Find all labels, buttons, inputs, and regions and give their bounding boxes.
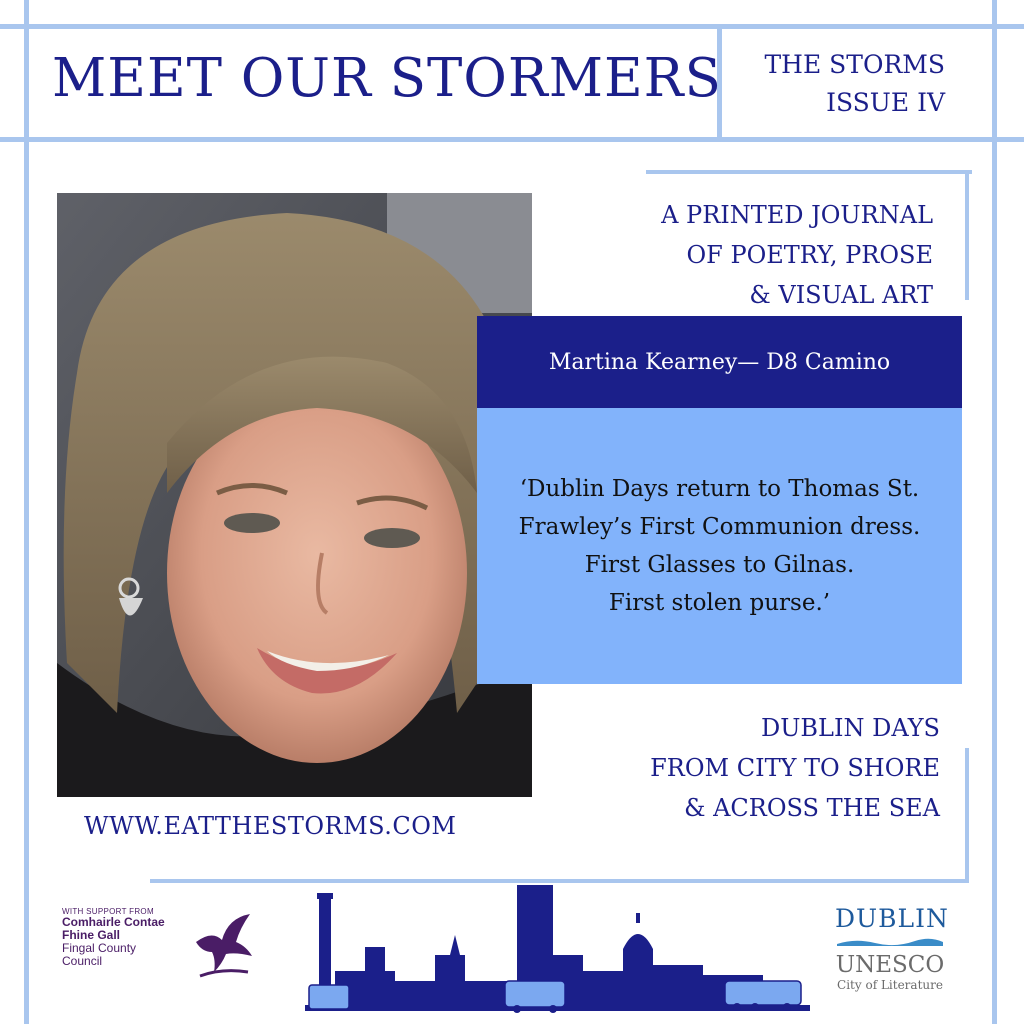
tagline-line-3: & VISUAL ART	[749, 281, 933, 309]
tagline-line-2: OF POETRY, PROSE	[686, 241, 933, 269]
quote-box	[477, 408, 962, 684]
tagline-line-1: A PRINTED JOURNAL	[661, 201, 933, 229]
logo-designation: City of Literature	[837, 978, 943, 992]
unesco-city-of-literature-logo	[835, 904, 949, 992]
theme-line-2: FROM CITY TO SHORE	[650, 754, 940, 782]
logo-org: UNESCO	[835, 952, 945, 978]
quote-text	[519, 470, 921, 622]
issue-label	[740, 46, 945, 122]
quote-line: ‘Dublin Days return to Thomas St.	[519, 476, 920, 502]
support-credit	[62, 907, 192, 968]
support-label: WITH SUPPORT FROM	[62, 907, 154, 916]
council-name-english-2: Council	[62, 954, 103, 968]
bottom-bracket-bottom	[150, 879, 969, 883]
portrait-photo	[57, 193, 532, 797]
theme-line-3: & ACROSS THE SEA	[684, 794, 940, 822]
council-name-irish-1: Comhairle Contae	[62, 915, 165, 929]
dublin-skyline	[305, 885, 810, 1020]
tagline-bracket-top	[646, 170, 972, 174]
issue-line-2: ISSUE IV	[826, 88, 945, 117]
quote-line: First stolen purse.’	[608, 590, 831, 616]
quote-line: Frawley’s First Communion dress.	[518, 514, 921, 540]
fingal-bird-logo	[192, 912, 254, 980]
council-name-irish-2: Fhine Gall	[62, 928, 121, 942]
frame-line-left	[24, 0, 29, 1024]
issue-line-1: THE STORMS	[764, 50, 945, 79]
author-name: Martina Kearney— D8 Camino	[548, 349, 891, 375]
tagline-bracket-right	[965, 170, 969, 300]
quote-line: First Glasses to Gilnas.	[584, 552, 855, 578]
council-name-english-1: Fingal County	[62, 941, 137, 955]
logo-city: DUBLIN	[835, 904, 949, 933]
page-title: MEET OUR STORMERS	[52, 48, 722, 109]
frame-line-top	[0, 24, 1024, 29]
website-url: WWW.EATTHESTORMS.COM	[84, 812, 457, 840]
frame-line-right	[992, 0, 997, 1024]
author-name-band	[477, 316, 962, 408]
journal-tagline	[600, 195, 933, 315]
theme-tagline	[600, 708, 940, 828]
frame-line-header-bottom	[0, 137, 1024, 142]
logo-wave-icon	[835, 936, 945, 948]
theme-line-1: DUBLIN DAYS	[760, 714, 940, 742]
bottom-bracket-right	[965, 748, 969, 883]
